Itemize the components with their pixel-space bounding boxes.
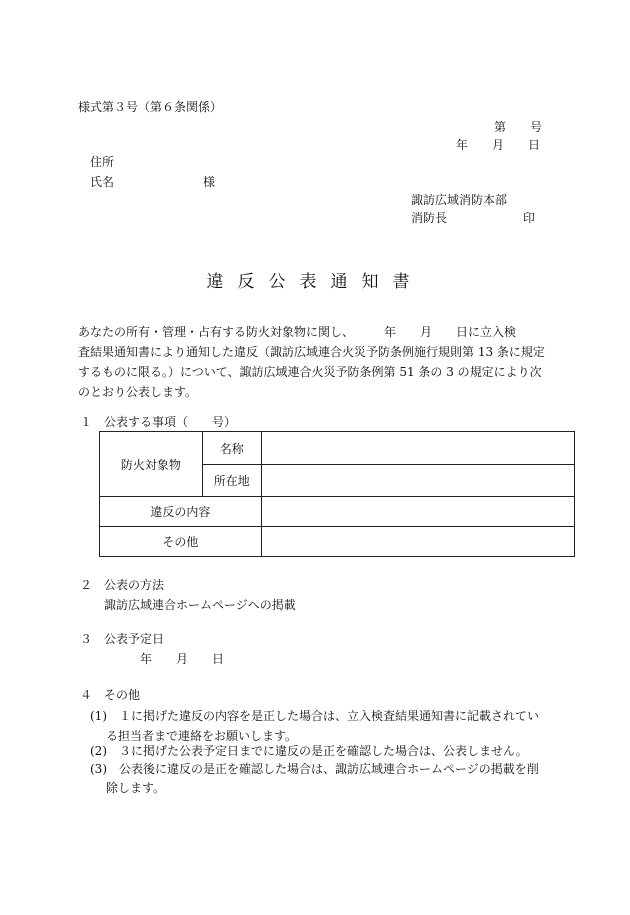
section-3-content: 年 月 日 <box>140 652 225 666</box>
violation-label-cell: 違反の内容 <box>100 497 262 527</box>
other-item-3-continued: 除します。 <box>106 781 166 795</box>
location-label-cell: 所在地 <box>202 465 261 497</box>
notice-body <box>78 322 578 402</box>
recipient-name-label: 氏名 <box>90 175 115 189</box>
recipient-address-label: 住所 <box>90 155 115 169</box>
section-4-heading: ４ その他 <box>80 688 141 702</box>
body-line: 査結果通知書により通知した違反（諏訪広域連合火災予防条例施行規則第 13 条に規定 <box>78 345 545 359</box>
other-item-3: (3) 公表後に違反の是正を確認した場合は、諏訪広域連合ホームページの掲載を削 <box>90 762 539 776</box>
seal-mark: 印 <box>523 211 536 225</box>
other-label-cell: その他 <box>100 527 262 557</box>
other-item-2: (2) ３に掲げた公表予定日までに違反の是正を確認した場合は、公表しません。 <box>90 744 528 758</box>
name-label-cell: 名称 <box>202 432 261 465</box>
issuer-organization: 諏訪広域消防本部 <box>411 193 508 207</box>
issuer-chief-label: 消防長 <box>411 211 448 225</box>
document-title: 違反公表通知書 <box>206 272 424 292</box>
body-line: あなたの所有・管理・占有する防火対象物に関し、 年 月 日に立入検 <box>78 325 517 339</box>
section-1-heading: １ 公表する事項（ 号） <box>80 415 237 429</box>
section-3-heading: ３ 公表予定日 <box>80 632 165 646</box>
section-2-heading: ２ 公表の方法 <box>80 578 165 592</box>
form-number: 様式第３号（第６条関係） <box>78 100 223 114</box>
object-label-cell: 防火対象物 <box>100 432 203 497</box>
issuer-chief <box>411 212 535 224</box>
issue-date-line: 年 月 日 <box>456 138 541 152</box>
body-line: するものに限る。）について、諏訪広域連合火災予防条例第 51 条の 3 の規定により次 <box>78 365 542 379</box>
violation-value-cell <box>261 497 574 527</box>
recipient-honorific: 様 <box>203 175 216 189</box>
other-value-cell <box>261 527 574 557</box>
body-line: のとおり公表します。 <box>78 385 198 399</box>
location-value-cell <box>261 465 574 497</box>
section-2-content: 諏訪広域連合ホームページへの掲載 <box>104 598 296 612</box>
other-item-1: (1) １に掲げた違反の内容を是正した場合は、立入検査結果通知書に記載されてい <box>90 709 540 723</box>
publication-items-table <box>99 431 575 557</box>
document-number-line: 第 号 <box>494 120 543 134</box>
other-item-1-continued: る担当者まで連絡をお願いします。 <box>106 729 298 743</box>
name-value-cell <box>261 432 574 465</box>
